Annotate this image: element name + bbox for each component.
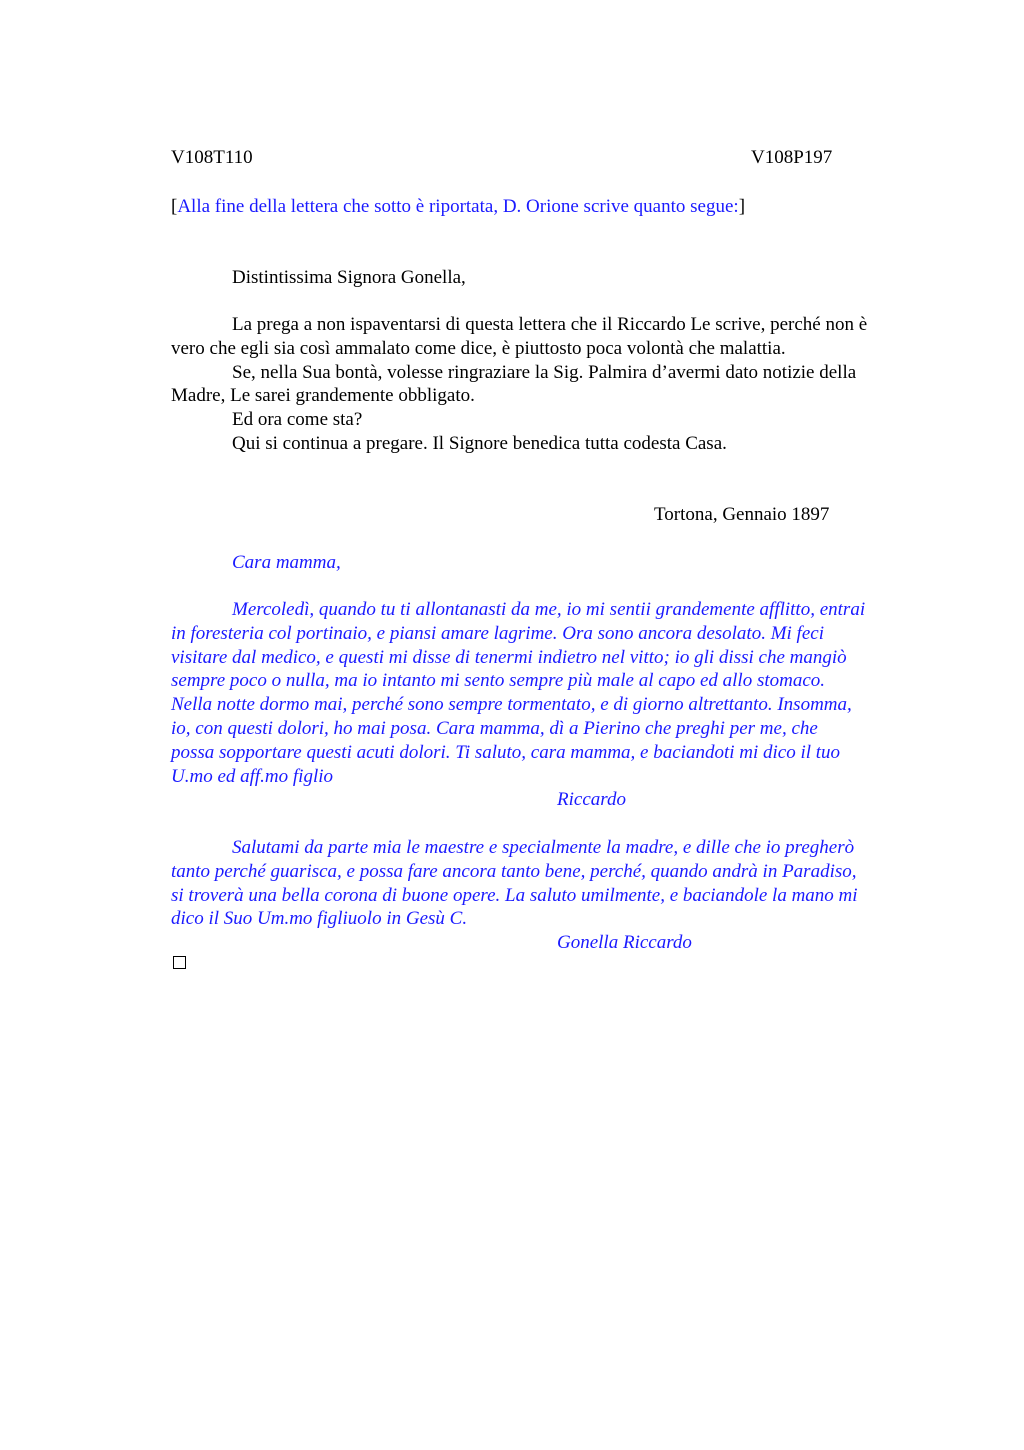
postscript-line: si troverà una bella corona di buone opere. La saluto umilmente, e baciandole la mano mi: [171, 884, 858, 906]
riccardo-letter-body: [171, 598, 923, 788]
riccardo-salutation: Cara mamma,: [232, 552, 341, 573]
postscript-signature: Gonella Riccardo: [557, 932, 692, 953]
orione-line: Madre, Le sarei grandemente obbligato.: [171, 385, 475, 407]
riccardo-line: io, con questi dolori, ho mai posa. Cara mamma, dì a Pierino che preghi per me, che: [171, 717, 818, 739]
orione-salutation: Distintissima Signora Gonella,: [232, 267, 466, 288]
place-date: Tortona, Gennaio 1897: [654, 504, 830, 525]
orione-line: Ed ora come sta?: [232, 409, 363, 431]
postscript-body: [171, 836, 923, 931]
orione-line: vero che egli sia così ammalato come dice, è piuttosto poca volontà che malattia.: [171, 337, 786, 359]
postscript-line: tanto perché guarisca, e possa fare ancora tanto bene, perché, quando andrà in Paradiso,: [171, 860, 857, 882]
header-right-code: V108P197: [751, 147, 833, 168]
editor-note-close-bracket: ]: [738, 196, 746, 217]
postscript-line: Salutami da parte mia le maestre e specialmente la madre, e dille che io pregherò: [232, 837, 855, 858]
orione-line: Se, nella Sua bontà, volesse ringraziare la Sig. Palmira d’avermi dato notizie della: [232, 361, 857, 383]
header-left-code: V108T110: [171, 147, 253, 168]
riccardo-line: Nella notte dormo mai, perché sono sempre tormentato, e di giorno altrettanto. Insomma,: [171, 694, 852, 716]
riccardo-line: Mercoledì, quando tu ti allontanasti da me, io mi sentii grandemente afflitto, entrai: [232, 599, 866, 620]
riccardo-signature: Riccardo: [557, 789, 626, 810]
postscript-line: dico il Suo Um.mo figliuolo in Gesù C.: [171, 908, 468, 930]
orione-letter-body: [171, 313, 923, 456]
empty-square-icon: [173, 956, 186, 969]
orione-line: Qui si continua a pregare. Il Signore benedica tutta codesta Casa.: [232, 432, 727, 454]
editor-note-open-bracket: [: [171, 196, 178, 217]
editor-note: [171, 195, 745, 219]
riccardo-line: visitare dal medico, e questi mi disse di tenermi indietro nel vitto; io gli dissi che mangiò: [171, 646, 847, 668]
editor-note-text: Alla fine della lettera che sotto è riportata, D. Orione scrive quanto segue:: [177, 196, 739, 217]
riccardo-line: sempre poco o nulla, ma io intanto mi sento sempre più male al capo ed allo stomaco.: [171, 670, 826, 692]
riccardo-line: possa sopportare questi acuti dolori. Ti saluto, cara mamma, e baciandoti mi dico il tuo: [171, 741, 841, 763]
orione-line: La prega a non ispaventarsi di questa lettera che il Riccardo Le scrive, perché non è: [232, 314, 868, 335]
riccardo-line: U.mo ed aff.mo figlio: [171, 765, 334, 787]
riccardo-line: in foresteria col portinaio, e piansi amare lagrime. Ora sono ancora desolato. Mi feci: [171, 622, 824, 644]
